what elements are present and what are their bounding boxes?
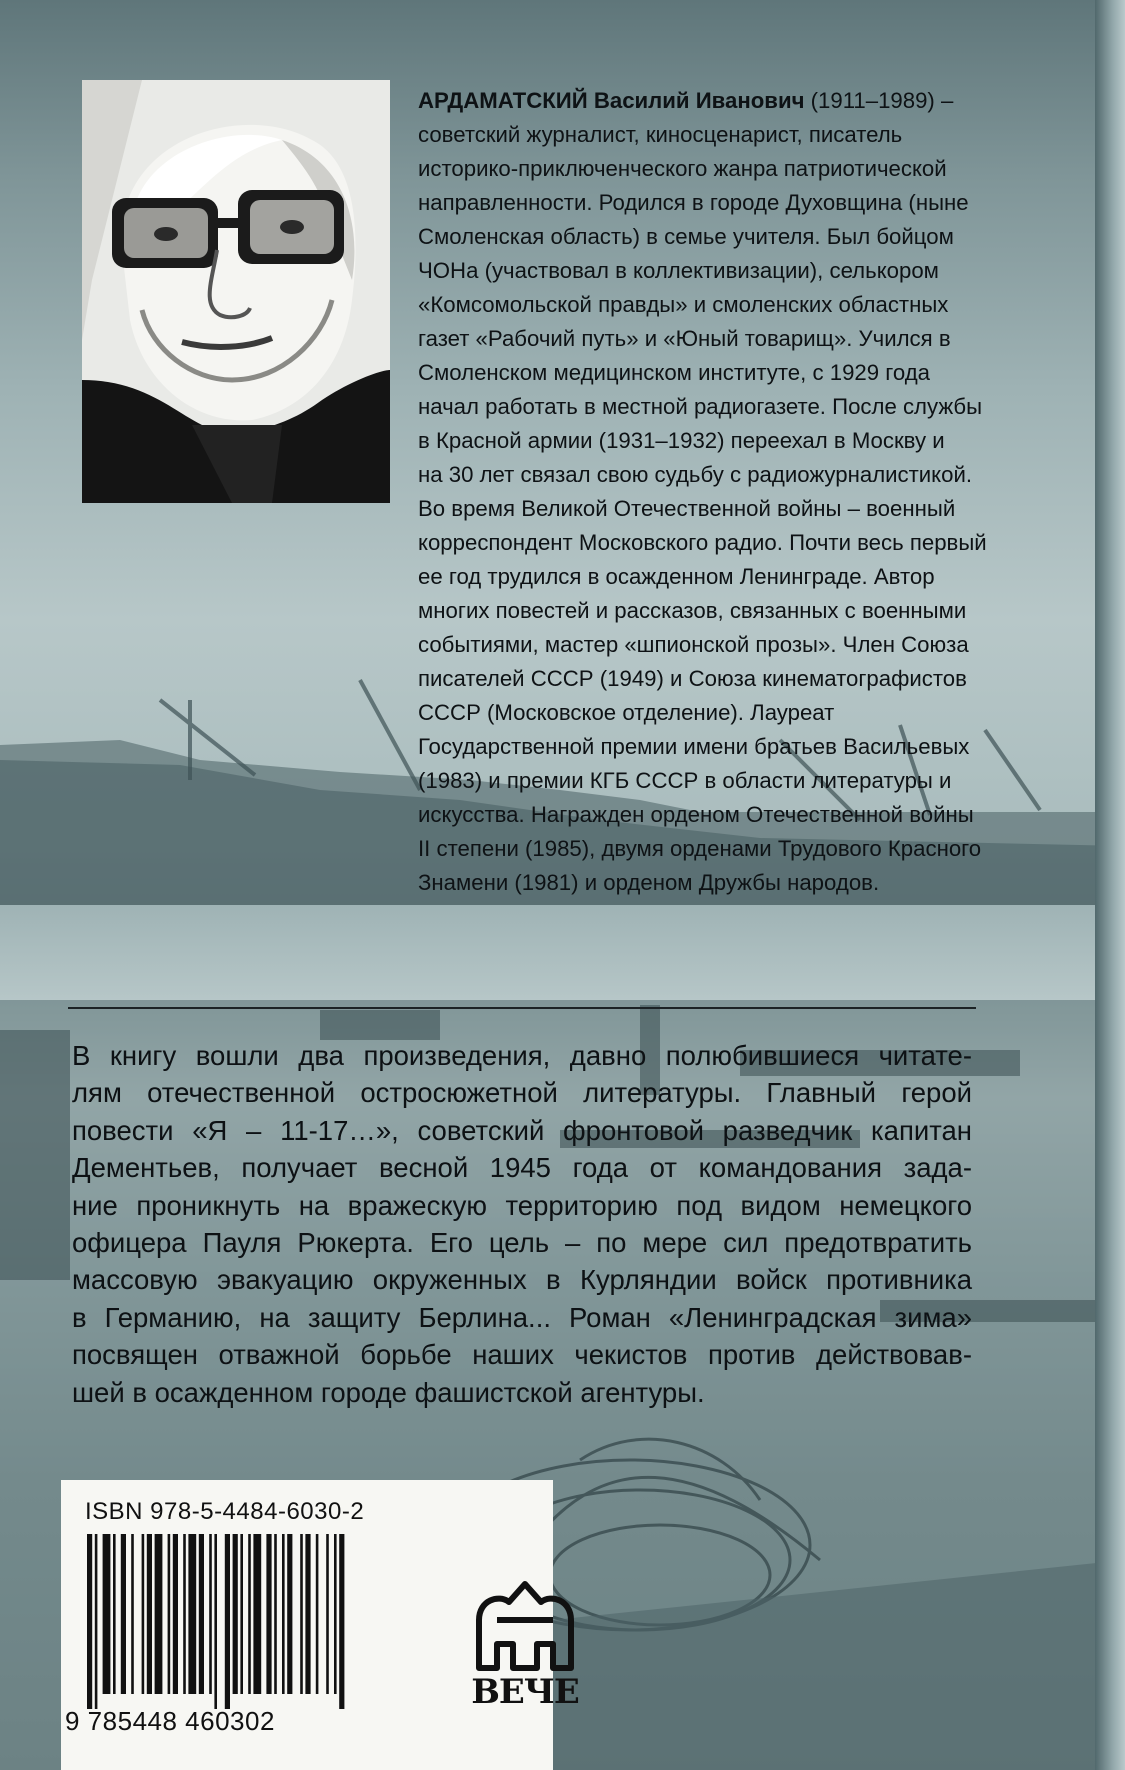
bio-line: в Красной армии (1931–1932) переехал в Москву и [418, 428, 945, 453]
bio-line: на 30 лет связал свою судьбу с радиожурналистикой. [418, 462, 973, 487]
author-biography [418, 84, 1073, 900]
bio-line: II степени (1985), двумя орденами Трудового Красного [418, 836, 982, 861]
barcode-panel [61, 1480, 579, 1770]
bio-line: начал работать в местной радиогазете. После службы [418, 394, 983, 419]
annotation-line: Дементьев, получает весной 1945 года от командования зада- [72, 1152, 972, 1184]
bio-line: Смоленском медицинском институте, с 1929 года [418, 360, 930, 385]
section-divider [68, 1007, 976, 1009]
bio-line: ее год трудился в осажденном Ленинграде. Автор [418, 564, 935, 589]
bio-line: ЧОНа (участвовал в коллективизации), селькором [418, 258, 939, 283]
author-name: АРДАМАТСКИЙ Василий Иванович [418, 88, 805, 113]
annotation-line: ние проникнуть на вражескую территорию под видом немецкого [72, 1189, 972, 1221]
bio-line: Во время Великой Отечественной войны – военный [418, 496, 956, 521]
bio-line: Государственной премии имени братьев Васильевых [418, 734, 970, 759]
annotation-line: посвящен отважной борьбе наших чекистов против действовав- [72, 1339, 972, 1371]
spine-edge [1095, 0, 1125, 1770]
ean-barcode [87, 1534, 417, 1709]
bio-line: (1983) и премии КГБ СССР в области литературы и [418, 768, 952, 793]
bio-line: направленности. Родился в городе Духовщина (ныне [418, 190, 969, 215]
bio-line: искусства. Награжден орденом Отечественной войны [418, 802, 974, 827]
bio-line: советский журналист, киносценарист, писатель [418, 122, 903, 147]
bio-line: СССР (Московское отделение). Лауреат [418, 700, 835, 725]
annotation-line: шей в осажденном городе фашистской агентуры. [72, 1376, 705, 1408]
annotation-line: повести «Я – 11-17…», советский фронтовой разведчик капитан [72, 1114, 972, 1146]
annotation-line: В книгу вошли два произведения, давно полюбившиеся читате- [72, 1040, 972, 1071]
bio-line: писателей СССР (1949) и Союза кинематографистов [418, 666, 967, 691]
annotation-line: офицера Пауля Рюкерта. Его цель – по мере сил предотвратить [72, 1227, 972, 1259]
bio-line: Смоленская область) в семье учителя. Был бойцом [418, 224, 954, 249]
bio-line: многих повестей и рассказов, связанных с военными [418, 598, 967, 623]
publisher-name: ВЕЧЕ [471, 1672, 579, 1712]
ean-digits: 9 785448 460302 [65, 1706, 275, 1736]
annotation-line: в Германию, на защиту Берлина... Роман «Ленинградская зима» [72, 1301, 972, 1333]
book-annotation [72, 1037, 972, 1411]
bio-line: газет «Рабочий путь» и «Юный товарищ». Учился в [418, 326, 951, 351]
bio-line: АРДАМАТСКИЙ Василий Иванович (1911–1989) – [418, 88, 954, 113]
kremlin-tower-icon [469, 1580, 581, 1676]
bio-line: «Комсомольской правды» и смоленских областных [418, 292, 949, 317]
annotation-line: лям отечественной остросюжетной литературы. Главный герой [72, 1077, 972, 1109]
bio-line: событиями, мастер «шпионской прозы». Член Союза [418, 632, 969, 657]
isbn-number: ISBN 978-5-4484-6030-2 [85, 1498, 365, 1525]
bio-line: историко-приключенческого жанра патриотической [418, 156, 947, 181]
bio-line: Знамени (1981) и орденом Дружбы народов. [418, 870, 880, 895]
bio-line: корреспондент Московского радио. Почти весь первый [418, 530, 987, 555]
author-portrait [82, 80, 390, 503]
annotation-line: массовую эвакуацию окруженных в Курляндии войск противника [72, 1264, 972, 1296]
publisher-logo [469, 1580, 581, 1712]
